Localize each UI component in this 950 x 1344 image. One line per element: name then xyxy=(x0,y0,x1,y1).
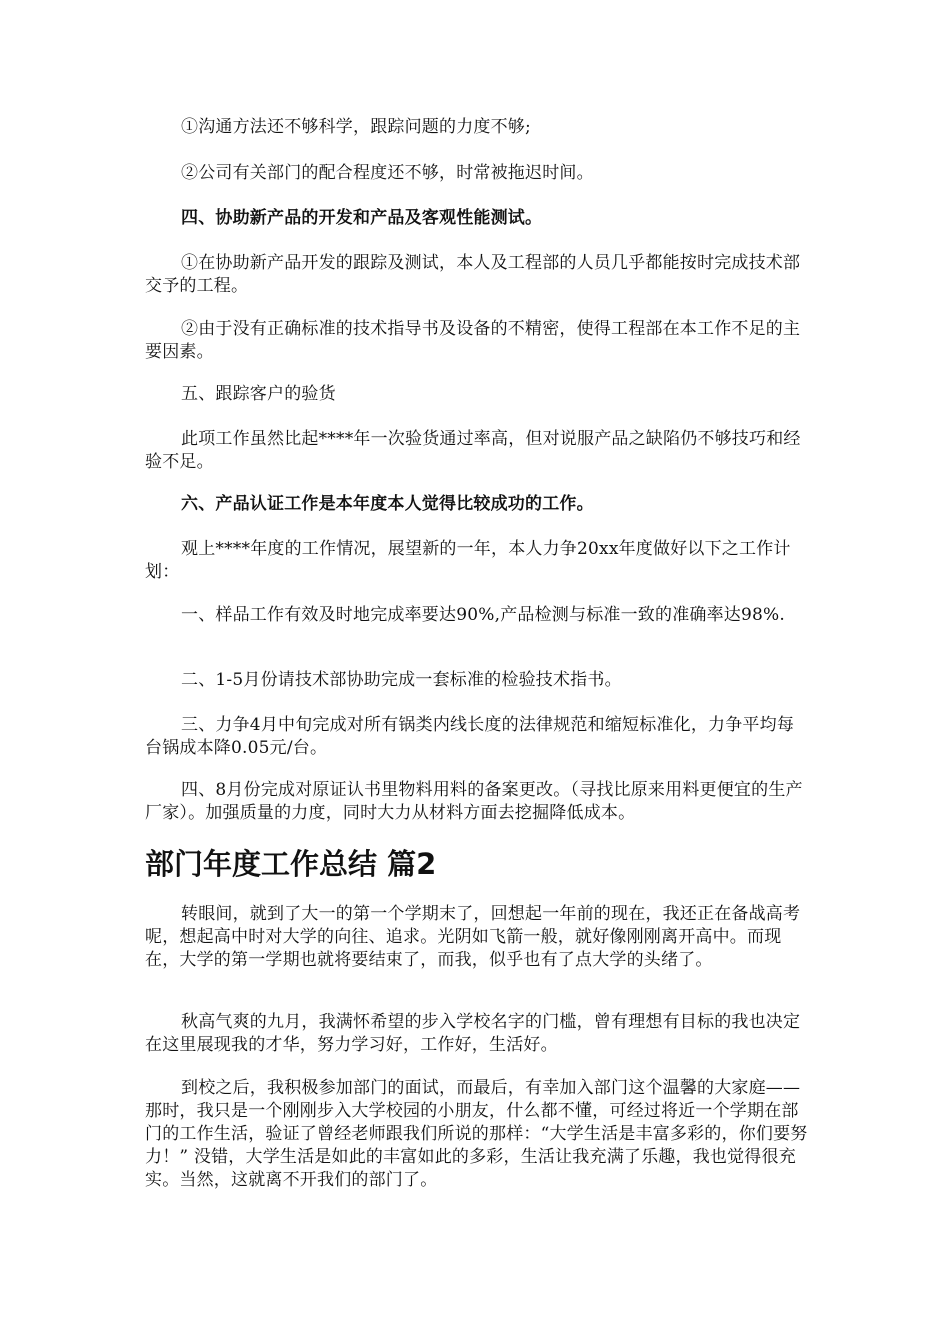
paragraph-new-product-tracking: ①在协助新产品开发的跟踪及测试，本人及工程部的人员几乎都能按时完成技术部交予的工程。 xyxy=(145,253,801,296)
paragraph-department-cooperation: ②公司有关部门的配合程度还不够，时常被拖迟时间。 xyxy=(181,163,594,183)
paragraph-technical-guide: ②由于没有正确标准的技术指导书及设备的不精密，使得工程部在本工作不足的主要因素。 xyxy=(145,319,801,362)
paragraph-plan-three: 三、力争4月中旬完成对所有锅类内线长度的法律规范和缩短标准化，力争平均每台锅成本降0.05元/台。 xyxy=(145,715,795,758)
paragraph-joining-department: 到校之后，我积极参加部门的面试，而最后，有幸加入部门这个温馨的大家庭—— 那时，我只是一个刚刚步入大学校园的小朋友，什么都不懂，可经过将近一个学期在部门的工作生活，验证了曾经老师跟我们所说的那样：“大学生活是丰富多彩的，你们要努力！” 没错，大学生活是如此的丰富如此的多彩，生活让我充满了乐趣，我也觉得很充实。当然，这就离不开我们的部门了。 xyxy=(145,1078,808,1190)
heading-customer-inspection: 五、跟踪客户的验货 xyxy=(181,384,336,404)
paragraph-communication-method: ①沟通方法还不够科学，跟踪问题的力度不够; xyxy=(181,117,531,137)
paragraph-inspection-work: 此项工作虽然比起****年一次验货通过率高，但对说服产品之缺陷仍不够技巧和经验不足。 xyxy=(145,429,801,472)
paragraph-semester-end: 转眼间，就到了大一的第一个学期末了，回想起一年前的现在，我还正在备战高考呢，想起高中时对大学的向往、追求。光阴如飞箭一般，就好像刚刚离开高中。而现在，大学的第一学期也就将要结束了，而我，似乎也有了点大学的头绪了。 xyxy=(145,904,801,970)
heading-product-certification: 六、产品认证工作是本年度本人觉得比较成功的工作。 xyxy=(181,494,594,514)
paragraph-september: 秋高气爽的九月，我满怀希望的步入学校名字的门槛，曾有理想有目标的我也决定在这里展现我的才华，努力学习好，工作好，生活好。 xyxy=(145,1012,801,1055)
paragraph-plan-one: 一、样品工作有效及时地完成率要达90%,产品检测与标准一致的准确率达98%. xyxy=(181,605,785,625)
paragraph-annual-outlook: 观上****年度的工作情况，展望新的一年，本人力争20xx年度做好以下之工作计划： xyxy=(145,539,791,582)
paragraph-plan-four: 四、8月份完成对原证认书里物料用料的备案更改。（寻找比原来用料更便宜的生产厂家）。加强质量的力度，同时大力从材料方面去挖掘降低成本。 xyxy=(145,780,803,823)
section-title: 部门年度工作总结 篇2 xyxy=(145,847,437,881)
paragraph-plan-two: 二、1-5月份请技术部协助完成一套标准的检验技术指书。 xyxy=(181,670,622,690)
heading-new-product-testing: 四、协助新产品的开发和产品及客观性能测试。 xyxy=(181,208,543,228)
